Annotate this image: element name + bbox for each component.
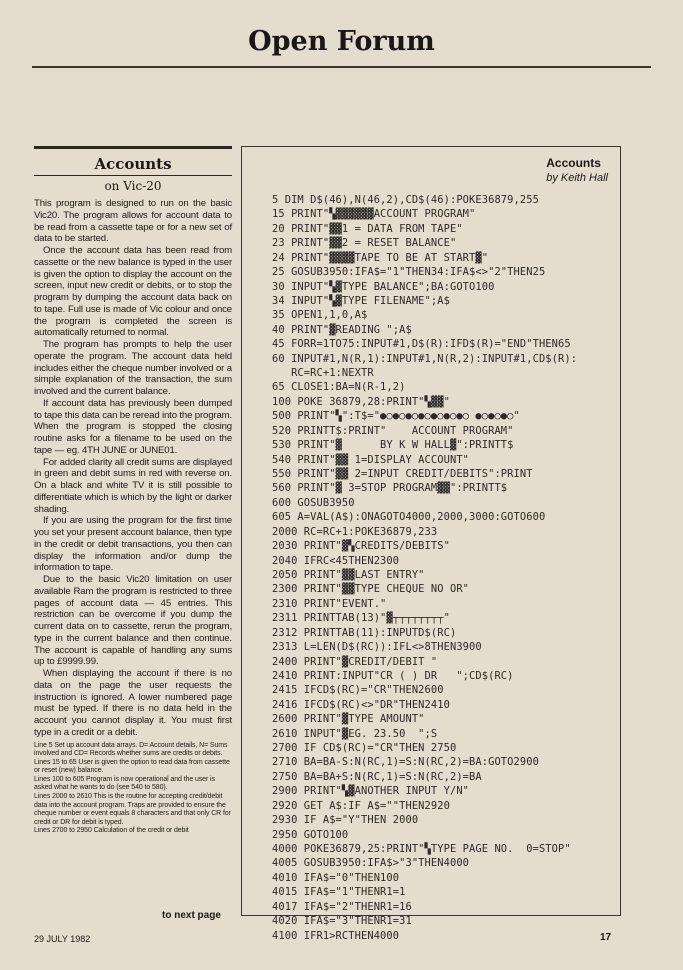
article-paragraph: For added clarity all credit sums are displayed in green and debit sums in red with reverse on. On a black and white TV it is still possible to differentiate which is which by the light or darker shading.	[34, 456, 232, 515]
code-line: 34 INPUT"▚▓TYPE FILENAME";A$	[272, 294, 450, 307]
code-line: 2310 PRINT"EVENT."	[272, 597, 387, 610]
code-line: 45 FORR=1TO75:INPUT#1,D$(R):IFD$(R)="END"THEN65	[272, 338, 571, 351]
code-line: 60 INPUT#1,N(R,1):INPUT#1,N(R,2):INPUT#1,CD$(R):	[272, 352, 578, 365]
line-note: Lines 2700 to 2950 Calculation of the credit or debit	[34, 827, 189, 835]
code-line: 20 PRINT"▓▓1 = DATA FROM TAPE"	[272, 222, 463, 235]
issue-date: 29 JULY 1982	[34, 934, 91, 944]
continued-link: to next page	[162, 910, 221, 921]
article-paragraph: If you are using the program for the first time you set your present account balance, then type in the credit or debit transactions, you then can display the information and/or dump the information to tape.	[34, 515, 232, 574]
listing-heading	[546, 156, 608, 184]
line-note: Lines 2000 to 2610 This is the routine for accepting credit/debit data into the account program. Traps are provided to ensure the cheque number or event equals 8 characters and that only CR for credit or DR for debit is typed.	[34, 793, 231, 826]
code-line: 2410 PRINT:INPUT"CR ( ) DR ";CD$(RC)	[272, 669, 514, 682]
code-line: 530 PRINT"▓ BY K W HALL▓":PRINTT$	[272, 439, 514, 452]
line-note: Lines 15 to 65 User is given the option to read data from cassette or reset (new) balance.	[34, 758, 230, 775]
article-paragraph: When displaying the account if there is no data on the page the user requests the instruction is ignored. A lower numbered page must be typed. If there is no data held in the account you cannot display it. You must first type in a credit or a debit.	[34, 668, 232, 738]
listing-title: Accounts	[546, 156, 601, 170]
code-line: 2700 IF CD$(RC)="CR"THEN 2750	[272, 742, 457, 755]
code-line: 560 PRINT"▓ 3=STOP PROGRAM▓▓":PRINTT$	[272, 482, 508, 495]
code-line: 2313 L=LEN(D$(RC)):IFL<>8THEN3900	[272, 641, 482, 654]
code-line: 2610 INPUT"▓EG. 23.50 ";S	[272, 727, 438, 740]
article-paragraph: Once the account data has been read from cassette or the new balance is typed in the user is given the option to display the account on the screen, input new credit or debits, or to stop the program by dumping the account data back on to tape. Full use is made of Vic colour and once the program is completed the screen is automatically returned to normal.	[34, 245, 232, 339]
code-line: 2300 PRINT"▓▓TYPE CHEQUE NO OR"	[272, 583, 470, 596]
code-line: 2400 PRINT"▓CREDIT/DEBIT "	[272, 655, 438, 668]
code-line: 500 PRINT"▚":T$="●○●○●○●○●○●○●○ ●○●○●○"	[272, 410, 520, 423]
code-line: 2900 PRINT"▚▓ANOTHER INPUT Y/N"	[272, 785, 470, 798]
article-top-rule	[34, 146, 232, 149]
line-notes	[34, 742, 232, 837]
code-line: 2312 PRINTTAB(11):INPUTD$(RC)	[272, 626, 457, 639]
program-listing-box	[241, 146, 621, 942]
article-body	[34, 198, 232, 739]
code-line: 30 INPUT"▚▓TYPE BALANCE";BA:GOTO100	[272, 280, 495, 293]
code-line: 2920 GET A$:IF A$=""THEN2920	[272, 799, 450, 812]
code-line: 4015 IFA$="1"THENR1=1	[272, 886, 406, 899]
code-line: 2040 IFRC<45THEN2300	[272, 554, 400, 567]
code-line: 2415 IFCD$(RC)="CR"THEN2600	[272, 684, 444, 697]
article-paragraph: Due to the basic Vic20 limitation on user available Ram the program is restricted to three pages of account data — 45 entries. This restriction can be overcome if you dump the current data on to cassette, rerun the program, type in the current balance and then continue. The account is capable of handling any sums up to £9999.99.	[34, 574, 232, 668]
code-line: 24 PRINT"▓▓▓▓TAPE TO BE AT START▓"	[272, 251, 489, 264]
section-title: Open Forum	[248, 26, 435, 57]
code-line: 35 OPEN1,1,0,A$	[272, 309, 368, 322]
code-line: 2950 GOTO100	[272, 828, 349, 841]
code-line: 4020 IFA$="3"THENR1=31	[272, 915, 412, 928]
code-line: 4100 IFR1>RCTHEN4000	[272, 929, 400, 942]
code-line: 100 POKE 36879,28:PRINT"▚▓▓"	[272, 395, 450, 408]
code-line: 600 GOSUB3950	[272, 496, 355, 509]
code-line: 4010 IFA$="0"THEN100	[272, 871, 400, 884]
code-line: 2000 RC=RC+1:POKE36879,233	[272, 525, 438, 538]
code-line: 5 DIM D$(46),N(46,2),CD$(46):POKE36879,255	[272, 194, 539, 206]
code-line: 2930 IF A$="Y"THEN 2000	[272, 814, 419, 827]
code-line: 540 PRINT"▓▓ 1=DISPLAY ACCOUNT"	[272, 453, 470, 466]
code-line: 40 PRINT"▓READING ";A$	[272, 323, 412, 336]
code-line: RC=RC+1:NEXTR	[272, 367, 374, 380]
article-title-rule	[34, 175, 232, 176]
code-line: 4005 GOSUB3950:IFA$>"3"THEN4000	[272, 857, 470, 870]
code-line: 2416 IFCD$(RC)<>"DR"THEN2410	[272, 698, 450, 711]
code-line: 605 A=VAL(A$):ONAGOTO4000,2000,3000:GOTO600	[272, 511, 546, 524]
line-note: Lines 100 to 605 Program is now operational and the user is asked what he wants to do (see 540 to 580).	[34, 775, 215, 792]
page-number: 17	[600, 932, 612, 943]
header-rule	[32, 66, 651, 68]
code-line: 23 PRINT"▓▓2 = RESET BALANCE"	[272, 237, 457, 250]
article-paragraph: If account data has previously been dumped to tape this data can be reread into the program. When the program is stopped the closing routine asks for a filename to be used on the tape — eg. 4TH JUNE or JUNE01.	[34, 397, 232, 456]
article-title: Accounts	[94, 155, 172, 173]
code-line: 520 PRINTT$:PRINT" ACCOUNT PROGRAM"	[272, 424, 514, 437]
program-code	[272, 193, 618, 943]
code-line: 2050 PRINT"▓▓LAST ENTRY"	[272, 568, 425, 581]
code-line: 65 CLOSE1:BA=N(R-1,2)	[272, 381, 406, 394]
code-line: 15 PRINT"▚▓▓▓▓▓▓ACCOUNT PROGRAM"	[272, 208, 476, 221]
code-line: 2600 PRINT"▓TYPE AMOUNT"	[272, 713, 425, 726]
article-subtitle: on Vic-20	[104, 179, 162, 193]
code-line: 2710 BA=BA-S:N(RC,1)=S:N(RC,2)=BA:GOTO2900	[272, 756, 539, 769]
code-line: 2750 BA=BA+S:N(RC,1)=S:N(RC,2)=BA	[272, 770, 482, 783]
code-line: 4017 IFA$="2"THENR1=16	[272, 900, 412, 913]
listing-author: by Keith Hall	[546, 172, 608, 184]
code-line: 4000 POKE36879,25:PRINT"▚TYPE PAGE NO. 0=STOP"	[272, 842, 571, 855]
line-note: Line 5 Set up account data arrays. D= Account details, N= Sums involved and CD= Records whether sums are credits or debits.	[34, 741, 228, 758]
code-line: 2311 PRINTTAB(13)"▓┬┬┬┬┬┬┬┬"	[272, 612, 450, 625]
article-paragraph: The program has prompts to help the user operate the program. The account data held includes either the cheque number involved or a simple explanation of the transaction, the sum involved and the current balance.	[34, 339, 232, 397]
article-paragraph: This program is designed to run on the basic Vic20. The program allows for account data to be read from a cassette tape or for a new set of data to be started.	[34, 198, 232, 245]
code-line: 550 PRINT"▓▓ 2=INPUT CREDIT/DEBITS":PRINT	[272, 468, 533, 481]
code-line: 2030 PRINT"▓▚CREDITS/DEBITS"	[272, 540, 450, 553]
article-column	[34, 146, 232, 836]
code-line: 25 GOSUB3950:IFA$="1"THEN34:IFA$<>"2"THEN25	[272, 266, 546, 279]
